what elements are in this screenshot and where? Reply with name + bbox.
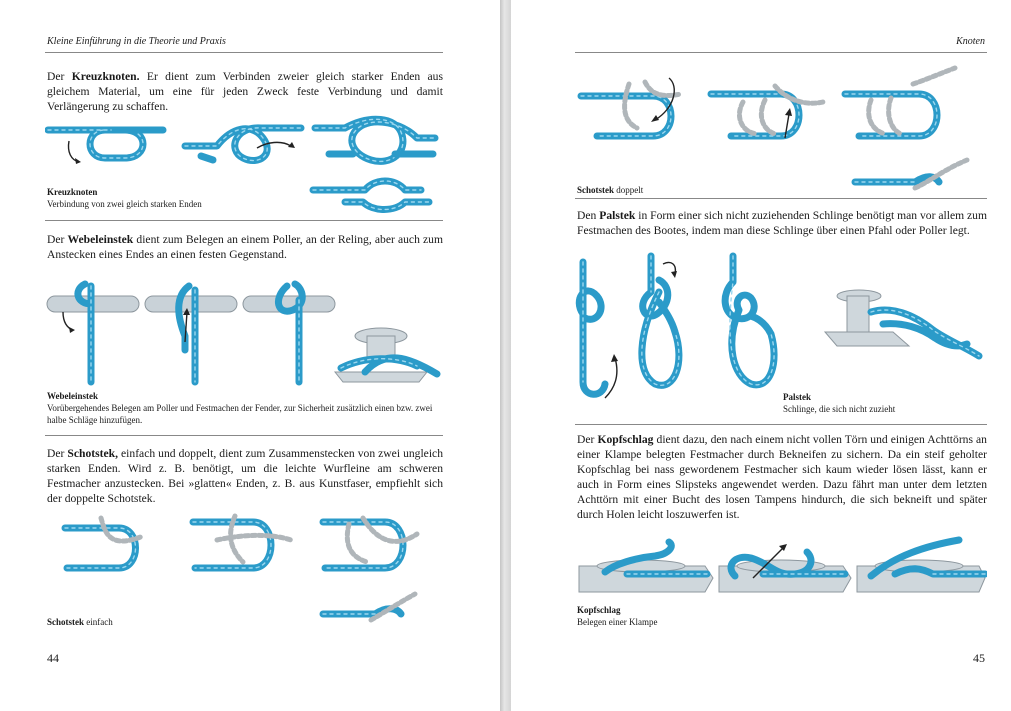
- kreuzknoten-step-1: [48, 130, 163, 164]
- divider: [45, 220, 443, 221]
- divider: [45, 52, 443, 53]
- schotstek-doppelt-step-3: [845, 68, 955, 136]
- divider: [575, 198, 987, 199]
- paragraph-kopfschlag: Der Kopfschlag dient dazu, den nach einem nicht vollen Törn und einigen Achttörns an einer Klampe belegten Festmacher durch Bekneifen zu sichern. Da ein steif geholter Kopfschlag bei nass gewordenem Festmacher sich kaum wieder lösen lässt, kann er auch in Form eines Slipsteks angewendet werden. Dazu fährt man unter dem letzten Achttörn mit einer Bucht des losen Tampens hindurch, die sich bekneift und später durch Holen leicht loszuwerfen ist.: [577, 433, 987, 521]
- kreuzknoten-final: [313, 181, 429, 210]
- caption-text: Schlinge, die sich nicht zuzieht: [783, 404, 896, 414]
- running-head: Knoten: [956, 36, 985, 47]
- palstek-poller: [825, 290, 979, 356]
- webeleinstek-poller: [335, 328, 437, 382]
- term-palstek: Palstek: [599, 209, 636, 222]
- schotstek-doppelt-final: [855, 160, 967, 188]
- schotstek-final: [323, 594, 415, 620]
- schotstek-step-3: [323, 518, 417, 568]
- caption-text: Belegen einer Klampe: [577, 617, 658, 627]
- divider: [45, 435, 443, 436]
- kopfschlag-illustration: [575, 536, 987, 600]
- schotstek-step-2: [193, 516, 291, 568]
- kreuzknoten-step-2: [185, 128, 301, 161]
- schotstek-doppelt-step-1: [581, 78, 681, 136]
- left-page: [0, 0, 500, 711]
- divider: [575, 424, 987, 425]
- palstek-step-3: [725, 256, 774, 385]
- caption-kreuzknoten: [47, 186, 307, 210]
- term-schotstek: Schotstek,: [67, 447, 118, 460]
- caption-title: Schotstek: [47, 617, 85, 627]
- caption-schotstek-einfach: [47, 616, 247, 628]
- term-kreuzknoten: Kreuzknoten.: [71, 70, 140, 83]
- book-gutter: [500, 0, 511, 711]
- page-number: 44: [47, 651, 59, 665]
- term-webeleinstek: Webeleinstek: [67, 233, 134, 246]
- kopfschlag-step-1: [579, 542, 713, 592]
- kreuzknoten-step-3: [315, 119, 435, 161]
- webeleinstek-illustration: [45, 276, 445, 388]
- schotstek-doppelt-illustration: [575, 64, 987, 194]
- caption-text: doppelt: [616, 185, 644, 195]
- caption-title: Palstek: [783, 392, 811, 402]
- webeleinstek-step-3: [243, 284, 335, 382]
- right-page: [511, 0, 1011, 711]
- kopfschlag-step-2: [719, 544, 851, 592]
- kopfschlag-step-3: [857, 540, 985, 592]
- webeleinstek-step-1: [47, 284, 139, 382]
- palstek-step-2: [642, 256, 679, 385]
- caption-title: Kreuzknoten: [47, 187, 98, 197]
- caption-title: Webeleinstek: [47, 391, 98, 401]
- caption-text: Vorübergehendes Belegen am Poller und Festmachen der Fender, zur Sicherheit zusätzlich einen bzw. zwei halbe Schläge hinzufügen.: [47, 403, 433, 425]
- term-kopfschlag: Kopfschlag: [597, 433, 654, 446]
- caption-text: einfach: [86, 617, 113, 627]
- caption-title: Schotstek: [577, 185, 615, 195]
- paragraph-webeleinstek: Der Webeleinstek dient zum Belegen an einem Poller, an der Reling, aber auch zum Anstecken eines Endes an einen festen Gegenstand.: [47, 233, 443, 261]
- webeleinstek-step-2: [145, 286, 237, 382]
- paragraph-schotstek: Der Schotstek, einfach und doppelt, dient zum Zusammenstecken von zwei ungleich starken Enden. Wird z. B. benötigt, um die leichte Wurfleine am schweren Festmacher anzustecken. Bei »glatten« Enden, z. B. aus Kunstfaser, empfiehlt sich der doppelte Schotstek.: [47, 447, 443, 505]
- page-number: 45: [973, 651, 985, 665]
- paragraph-kreuzknoten: Der Kreuzknoten. Er dient zum Verbinden zweier gleich starker Enden aus gleichem Material, um eine für jeden Zweck feste Verbindung und damit Verlängerung zu schaffen.: [47, 70, 443, 113]
- running-head: Kleine Einführung in die Theorie und Praxis: [47, 36, 226, 47]
- divider: [575, 52, 987, 53]
- palstek-illustration: [575, 252, 987, 402]
- caption-palstek: [783, 391, 983, 415]
- caption-webeleinstek: [47, 390, 443, 426]
- caption-text: Verbindung von zwei gleich starken Enden: [47, 199, 202, 209]
- caption-kopfschlag: [577, 604, 777, 628]
- palstek-step-1: [579, 262, 618, 398]
- caption-schotstek-doppelt: [577, 184, 777, 196]
- schotstek-doppelt-step-2: [711, 86, 823, 138]
- caption-title: Kopfschlag: [577, 605, 621, 615]
- schotstek-step-1: [65, 518, 143, 568]
- paragraph-palstek: Den Palstek in Form einer sich nicht zuziehenden Schlinge benötigt man vor allem zum Festmachen des Bootes, indem man diese Schlinge über einen Pfahl oder Poller legt.: [577, 209, 987, 237]
